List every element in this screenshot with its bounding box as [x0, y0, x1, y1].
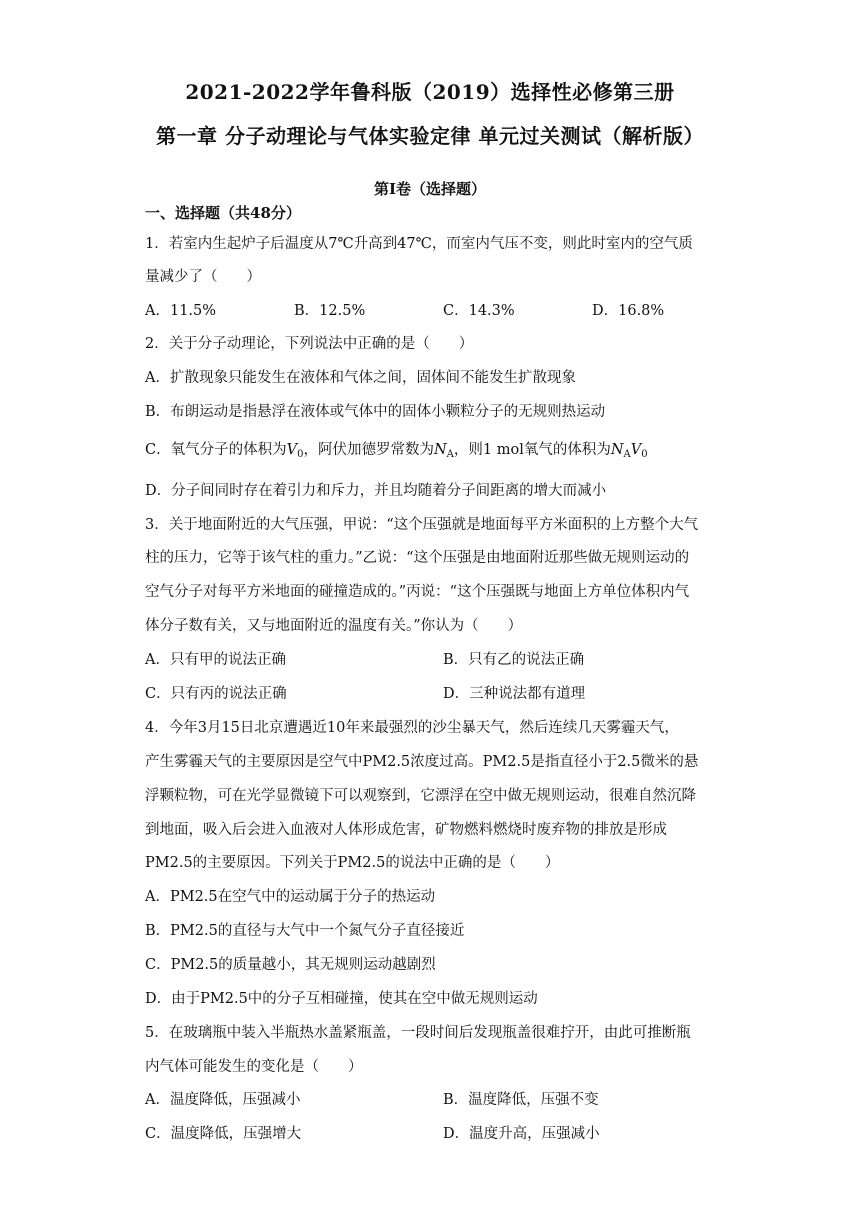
- q4-stem-line2: 产生雾霾天气的主要原因是空气中PM2.5浓度过高。PM2.5是指直径小于2.5微米的悬: [145, 754, 699, 770]
- q3-option-a: A．只有甲的说法正确: [145, 652, 286, 668]
- q5-stem-line1: 5．在玻璃瓶中装入半瓶热水盖紧瓶盖，一段时间后发现瓶盖很难拧开，由此可推断瓶: [145, 1025, 691, 1041]
- q3-option-d: D．三种说法都有道理: [443, 686, 586, 702]
- q2-option-c: [145, 438, 648, 460]
- q1-option-b: B．12.5%: [294, 303, 366, 319]
- q4-stem-line4: 到地面，吸入后会进入血液对人体形成危害，矿物燃料燃烧时废弃物的排放是形成: [145, 822, 667, 838]
- q4-option-d: D．由于PM2.5中的分子互相碰撞，使其在空中做无规则运动: [145, 991, 538, 1007]
- exam-title: 2021-2022学年鲁科版（2019）选择性必修第三册: [185, 80, 675, 104]
- q1-stem-line2: 量减少了（ ）: [145, 269, 261, 285]
- q4-option-b: B．PM2.5的直径与大气中一个氮气分子直径接近: [145, 923, 465, 939]
- q2-option-b: B．布朗运动是指悬浮在液体或气体中的固体小颗粒分子的无规则热运动: [145, 404, 606, 420]
- q3-option-b: B．只有乙的说法正确: [443, 652, 585, 668]
- avogadro-subscript: A: [446, 449, 454, 460]
- q2-option-a: A．扩散现象只能发生在液体和气体之间，固体间不能发生扩散现象: [145, 370, 576, 386]
- q3-stem-line2: 柱的压力，它等于该气柱的重力。”乙说：“这个压强是由地面附近那些做无规则运动的: [145, 550, 690, 566]
- avogadro-symbol-2: N: [610, 442, 624, 458]
- volume-heading: 第Ⅰ卷（选择题）: [373, 180, 487, 198]
- q5-option-b: B．温度降低，压强不变: [443, 1092, 599, 1108]
- volume-subscript: 0: [297, 449, 304, 460]
- q4-stem-line3: 浮颗粒物，可在光学显微镜下可以观察到，它漂浮在空中做无规则运动，很难自然沉降: [145, 788, 696, 804]
- q4-stem-line1: 4．今年3月15日北京遭遇近10年来最强烈的沙尘暴天气，然后连续几天雾霾天气，: [145, 720, 679, 736]
- q4-option-a: A．PM2.5在空气中的运动属于分子的热运动: [145, 889, 436, 905]
- q1-option-a: A．11.5%: [145, 303, 217, 319]
- q4-option-c: C．PM2.5的质量越小，其无规则运动越剧烈: [145, 957, 436, 973]
- q3-option-c: C．只有丙的说法正确: [145, 686, 287, 702]
- q1-stem-line1: 1．若室内生起炉子后温度从7℃升高到47℃，而室内气压不变，则此时室内的空气质: [145, 236, 693, 252]
- q2-option-c-text3: ，则1 mol氧气的体积为: [453, 442, 611, 458]
- q3-stem-line4: 体分子数有关，又与地面附近的温度有关。”你认为（ ）: [145, 618, 523, 634]
- avogadro-subscript-2: A: [623, 449, 631, 460]
- q4-stem-line5: PM2.5的主要原因。下列关于PM2.5的说法中正确的是（ ）: [145, 855, 560, 871]
- q2-stem: 2．关于分子动理论，下列说法中正确的是（ ）: [145, 336, 474, 352]
- avogadro-symbol: N: [433, 442, 447, 458]
- q3-stem-line3: 空气分子对每平方米地面的碰撞造成的。”丙说：“这个压强既与地面上方单位体积内气: [145, 584, 690, 600]
- section-heading: 一、选择题（共48分）: [145, 204, 301, 222]
- q2-option-c-text1: C．氧气分子的体积为: [145, 442, 287, 458]
- q3-stem-line1: 3．关于地面附近的大气压强，甲说：“这个压强就是地面每平方米面积的上方整个大气: [145, 517, 699, 533]
- q2-option-c-text2: ，阿伏加德罗常数为: [303, 442, 434, 458]
- q1-option-d: D．16.8%: [592, 303, 665, 319]
- q5-option-c: C．温度降低，压强增大: [145, 1126, 302, 1142]
- volume-symbol-2: V: [630, 442, 642, 458]
- q5-stem-line2: 内气体可能发生的变化是（ ）: [145, 1059, 363, 1075]
- q5-option-a: A．温度降低，压强减小: [145, 1092, 301, 1108]
- q5-option-d: D．温度升高，压强减小: [443, 1126, 600, 1142]
- q1-option-c: C．14.3%: [443, 303, 515, 319]
- chapter-title: 第一章 分子动理论与气体实验定律 单元过关测试（解析版）: [156, 124, 704, 148]
- volume-symbol: V: [286, 442, 298, 458]
- volume-subscript-2: 0: [641, 449, 648, 460]
- q2-option-d: D．分子间同时存在着引力和斥力，并且均随着分子间距离的增大而减小: [145, 483, 607, 499]
